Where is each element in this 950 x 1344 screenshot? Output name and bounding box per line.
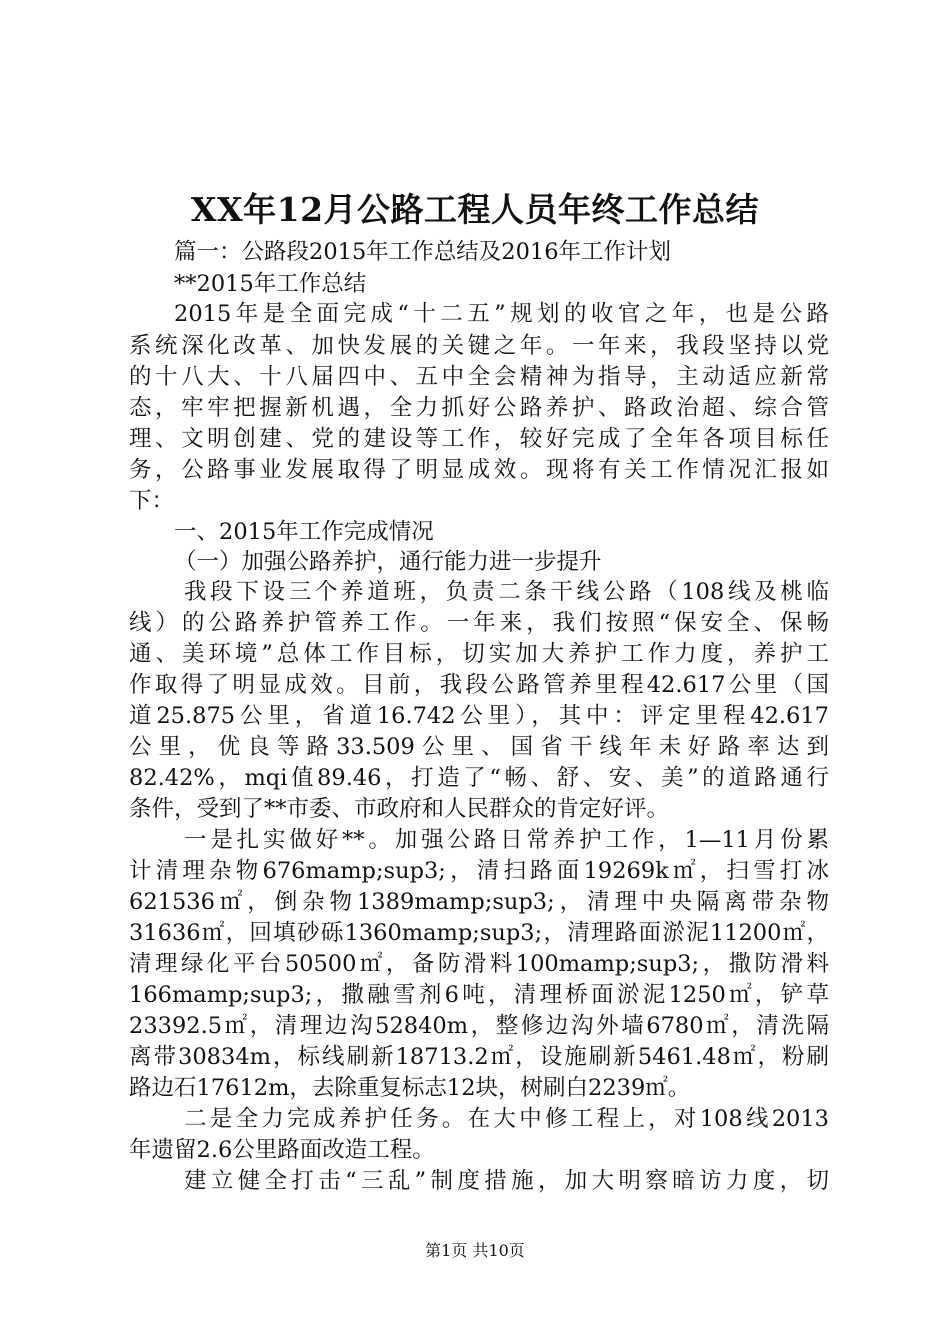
paragraph-line: 年遗留2.6公里路面改造工程。 — [129, 1137, 435, 1163]
paragraph-line: 2015年是全面完成“十二五”规划的收官之年，也是公路 — [174, 301, 829, 327]
document-title: XX年12月公路工程人员年终工作总结 — [190, 190, 760, 229]
paragraph-line: 态，牢牢把握新机遇，全力抓好公路养护、路政治超、综合管 — [129, 395, 829, 421]
paragraph-line: 82.42%，mqi值89.46，打造了“畅、舒、安、美”的道路通行 — [129, 765, 829, 791]
paragraph-line: 清理绿化平台50500㎡，备防滑料100mamp;sup3;，撒防滑料 — [129, 951, 829, 977]
section-heading: 一、2015年工作完成情况 — [174, 519, 434, 545]
paragraph-line: 离带30834m，标线刷新18713.2㎡，设施刷新5461.48㎡，粉刷 — [129, 1044, 829, 1070]
subsection-heading: （一）加强公路养护，通行能力进一步提升 — [174, 549, 602, 575]
paragraph-line: 下： — [129, 488, 175, 514]
paragraph-line: 路边石17612m，去除重复标志12块，树刷白2239㎡。 — [129, 1075, 691, 1101]
paragraph-line: 条件，受到了**市委、市政府和人民群众的肯定好评。 — [129, 796, 670, 822]
paragraph-line: 理、文明创建、党的建设等工作，较好完成了全年各项目标任 — [129, 426, 829, 452]
paragraph-line: 计清理杂物676mamp;sup3;，清扫路面19269k㎡，扫雪打冰 — [129, 858, 829, 884]
paragraph-line: 系统深化改革、加快发展的关键之年。一年来，我段坚持以党 — [129, 333, 829, 359]
paragraph-line: 道25.875公里，省道16.742公里），其中：评定里程42.617 — [129, 703, 829, 729]
paragraph-line: 建立健全打击“三乱”制度措施，加大明察暗访力度，切 — [184, 1168, 829, 1194]
paragraph-line: 621536㎡，倒杂物1389mamp;sup3;，清理中央隔离带杂物 — [129, 889, 829, 915]
paragraph-line: 作取得了明显成效。目前，我段公路管养里程42.617公里（国 — [129, 672, 829, 698]
paragraph-line: 我段下设三个养道班，负责二条干线公路（108线及桃临 — [184, 579, 829, 605]
paragraph-line: 一是扎实做好**。加强公路日常养护工作，1—11月份累 — [184, 827, 829, 853]
paragraph-line: 通、美环境”总体工作目标，切实加大养护工作力度，养护工 — [129, 641, 829, 667]
paragraph-line: 31636㎡，回填砂砾1360mamp;sup3;，清理路面淤泥11200㎡， — [129, 920, 829, 946]
paragraph-line: 166mamp;sup3;，撒融雪剂6吨，清理桥面淤泥1250㎡，铲草 — [129, 982, 829, 1008]
paragraph-line: 公里，优良等路33.509公里、国省干线年未好路率达到 — [129, 734, 829, 760]
subtitle-line: 篇一：公路段2015年工作总结及2016年工作计划 — [174, 239, 672, 265]
paragraph-line: 23392.5㎡，清理边沟52840m，整修边沟外墙6780㎡，清洗隔 — [129, 1013, 829, 1039]
paragraph-line: 线）的公路养护管养工作。一年来，我们按照“保安全、保畅 — [129, 610, 829, 636]
section-heading: **2015年工作总结 — [174, 271, 367, 297]
paragraph-line: 务，公路事业发展取得了明显成效。现将有关工作情况汇报如 — [129, 457, 829, 483]
paragraph-line: 的十八大、十八届四中、五中全会精神为指导，主动适应新常 — [129, 364, 829, 390]
page-footer: 第1页 共10页 — [425, 1241, 525, 1260]
paragraph-line: 二是全力完成养护任务。在大中修工程上，对108线2013 — [184, 1106, 829, 1132]
